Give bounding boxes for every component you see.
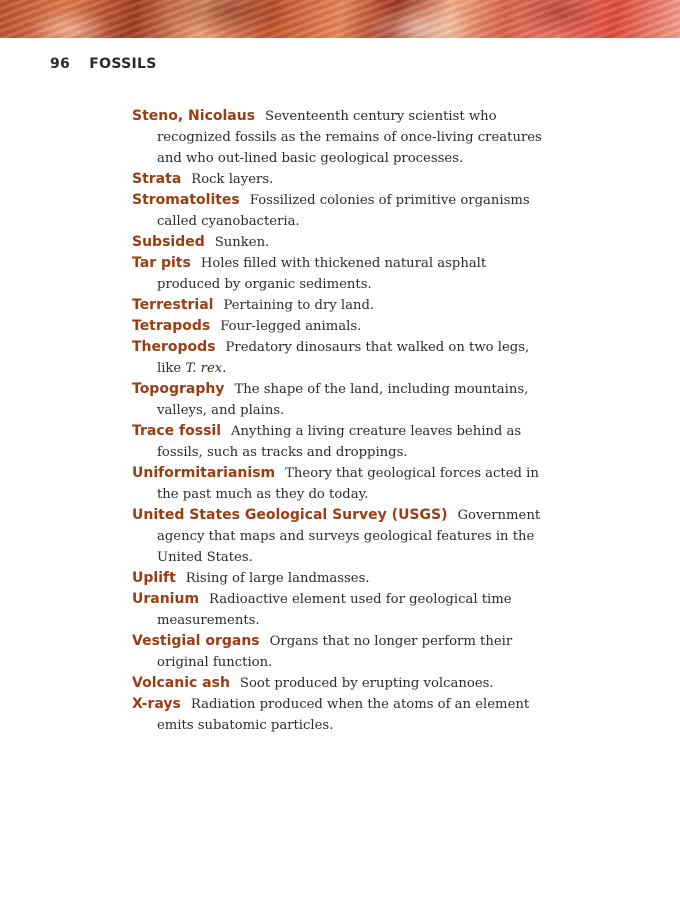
glossary-definition: Anything a living creature leaves behind as fossils, such as tracks and droppings. [157,424,522,460]
glossary-term: Strata [132,171,182,187]
glossary-entry [132,568,552,589]
glossary-entry [132,631,552,673]
glossary-term: Subsided [132,234,205,250]
glossary-term: Uniformitarianism [132,465,276,481]
glossary-definition: The shape of the land, including mountains, valleys, and plains. [157,382,529,418]
glossary-entry [132,253,552,295]
glossary-term: Topography [132,381,225,397]
glossary-entry [132,169,552,190]
glossary-entry [132,505,552,568]
glossary-entry [132,337,552,379]
glossary-definition-end: . [222,361,227,376]
glossary-definition: Government agency that maps and surveys geological features in the United States. [157,508,541,565]
glossary-entry [132,295,552,316]
glossary-definition: Seventeenth century scientist who recognized fossils as the remains of once-living creatures and who out-lined basic geological processes. [157,109,542,166]
glossary-entry [132,106,552,169]
glossary-entry [132,421,552,463]
glossary-definition: Holes filled with thickened natural asphalt produced by organic sediments. [157,256,487,292]
glossary-definition: Radiation produced when the atoms of an element emits subatomic particles. [157,697,530,733]
glossary-entry [132,190,552,232]
running-head [50,56,157,72]
glossary-term: Tetrapods [132,318,211,334]
glossary-definition: Organs that no longer perform their original function. [157,634,513,670]
glossary-term: Stromatolites [132,192,240,208]
glossary-term: United States Geological Survey (USGS) [132,507,448,523]
glossary-entry [132,694,552,736]
glossary-term: Trace fossil [132,423,222,439]
section-title: FOSSILS [89,56,157,72]
glossary-list [132,106,552,736]
glossary-definition: Soot produced by erupting volcanoes. [239,676,494,691]
glossary-definition: Rising of large landmasses. [185,571,370,586]
glossary-definition: Sunken. [214,235,270,250]
glossary-entry [132,589,552,631]
glossary-entry [132,379,552,421]
glossary-term: Tar pits [132,255,191,271]
glossary-definition: Fossilized colonies of primitive organisms called cyanobacteria. [157,193,530,229]
glossary-definition: Radioactive element used for geological time measurements. [157,592,512,628]
glossary-entry [132,232,552,253]
glossary-term: Volcanic ash [132,675,230,691]
glossary-definition: Pertaining to dry land. [223,298,375,313]
glossary-entry [132,673,552,694]
glossary-term: Uranium [132,591,200,607]
glossary-definition: Predatory dinosaurs that walked on two legs, like [157,340,530,376]
glossary-definition: Rock layers. [191,172,274,187]
glossary-entry [132,316,552,337]
glossary-term: X-rays [132,696,181,712]
glossary-definition-italic: T. rex [185,361,223,376]
glossary-entry [132,463,552,505]
glossary-term: Uplift [132,570,176,586]
page-number: 96 [50,56,71,72]
glossary-term: Theropods [132,339,216,355]
glossary-definition: Four-legged animals. [220,319,362,334]
glossary-term: Vestigial organs [132,633,260,649]
glossary-term: Terrestrial [132,297,214,313]
glossary-term: Steno, Nicolaus [132,108,256,124]
header-banner-texture [0,0,680,38]
glossary-definition: Theory that geological forces acted in the past much as they do today. [157,466,539,502]
